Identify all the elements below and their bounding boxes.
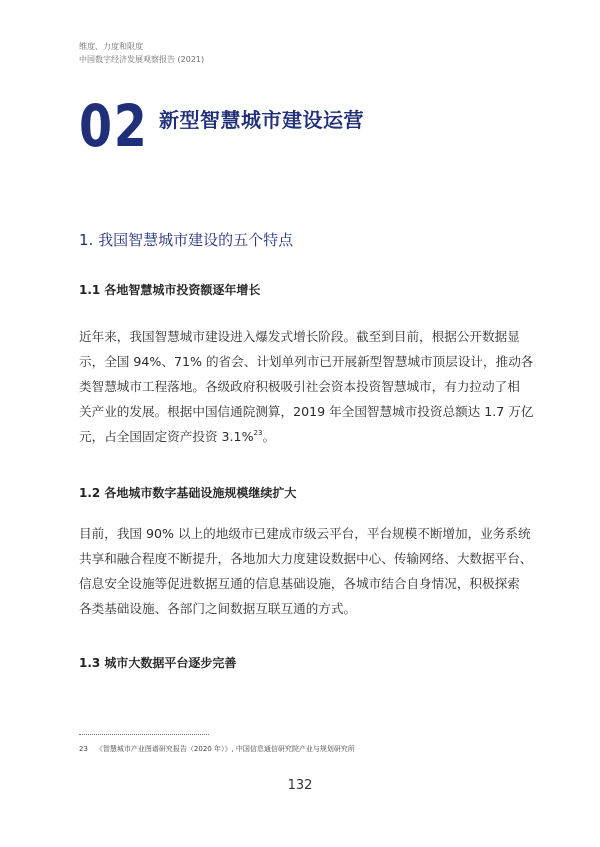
footnote-reference[interactable]: 23 [253,428,263,437]
paragraph-1-2 [79,521,531,621]
footnote [79,744,355,754]
paragraph-line: 示，全国 94%、71% 的省会、计划单列市已开展新型智慧城市顶层设计，推动各 [79,354,534,369]
footnote-number: 23 [79,745,88,753]
paragraph-line: 类智慧城市工程落地。各级政府积极吸引社会资本投资智慧城市，有力拉动了相 [79,379,520,394]
paragraph-line-last [79,424,531,449]
paragraph-line: 关产业的发展。根据中国信通院测算，2019 年全国智慧城市投资总额达 1.7 万亿 [79,404,534,419]
paragraph-line: 目前，我国 90% 以上的地级市已建成市级云平台，平台规模不断增加，业务系统 [79,526,531,541]
section-heading: 1. 我国智慧城市建设的五个特点 [79,231,294,249]
footnote-divider [79,734,209,735]
paragraph-line: 近年来，我国智慧城市建设进入爆发式增长阶段。截至到目前，根据公开数据显 [79,329,520,344]
running-header-line-1: 维度、力度和限度 [79,42,143,51]
subsection-heading-1-2: 1.2 各地城市数字基础设施规模继续扩大 [79,486,297,500]
paragraph-line: 各类基础设施、各部门之间数据互联互通的方式。 [79,601,357,616]
paragraph-line-end: 。 [262,429,276,444]
chapter-number: 02 [79,92,149,160]
running-header-line-2: 中国数字经济发展观察报告 (2021) [79,55,205,64]
footnote-text: 《智慧城市产业图谱研究报告（2020 年）》, 中国信息通信研究院产业与规划研究所 [95,745,355,753]
chapter-title: 新型智慧城市建设运营 [159,108,364,132]
subsection-heading-1-3: 1.3 城市大数据平台逐步完善 [79,656,237,670]
paragraph-line-text: 元，占全国固定资产投资 3.1% [79,429,254,444]
page-number: 132 [287,778,313,793]
subsection-heading-1-1: 1.1 各地智慧城市投资额逐年增长 [79,283,261,297]
running-header [79,40,204,66]
paragraph-line: 信息安全设施等促进数据互通的信息基础设施，各城市结合自身情况，积极探索 [79,576,520,591]
paragraph-1-1 [79,324,534,449]
paragraph-line: 共享和融合程度不断提升，各地加大力度建设数据中心、传输网络、大数据平台、 [79,551,533,566]
